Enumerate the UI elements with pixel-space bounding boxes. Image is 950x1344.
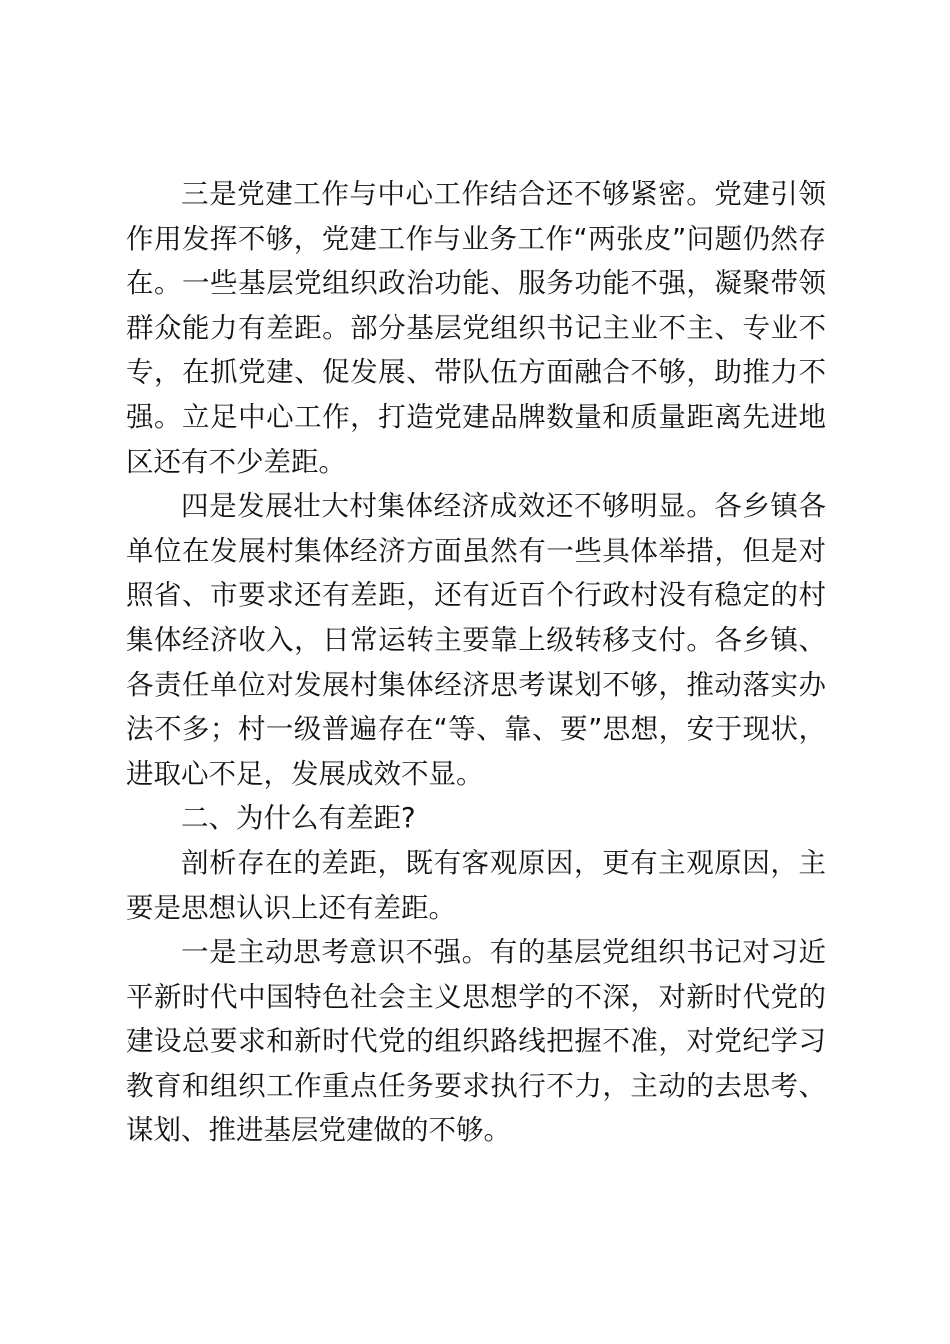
section-heading-why-gap: 二、为什么有差距? bbox=[181, 802, 416, 835]
paragraph-village-collective-economy: 四是发展壮大村集体经济成效还不够明显。各乡镇各单位在发展村集体经济方面虽然有一些具体举措，但是对照省、市要求还有差距，还有近百个行政村没有稳定的村集体经济收入，日常运转主要靠上级转移支付。各乡镇、各责任单位对发展村集体经济思考谋划不够，推动落实办法不多；村一级普遍存在“等、靠、要”思想，安于现状，进取心不足，发展成效不显。 bbox=[126, 490, 826, 790]
paragraph-gap-analysis: 剖析存在的差距，既有客观原因，更有主观原因，主要是思想认识上还有差距。 bbox=[126, 846, 826, 924]
paragraph-initiative-awareness: 一是主动思考意识不强。有的基层党组织书记对习近平新时代中国特色社会主义思想学的不深，对新时代党的建设总要求和新时代党的组织路线把握不准，对党纪学习教育和组织工作重点任务要求执行不力，主动的去思考、谋划、推进基层党建做的不够。 bbox=[126, 936, 826, 1147]
paragraph-party-building-integration: 三是党建工作与中心工作结合还不够紧密。党建引领作用发挥不够，党建工作与业务工作“两张皮”问题仍然存在。一些基层党组织政治功能、服务功能不强，凝聚带领群众能力有差距。部分基层党组织书记主业不主、专业不专，在抓党建、促发展、带队伍方面融合不够，助推力不强。立足中心工作，打造党建品牌数量和质量距离先进地区还有不少差距。 bbox=[126, 178, 826, 478]
document-body bbox=[126, 172, 826, 1153]
